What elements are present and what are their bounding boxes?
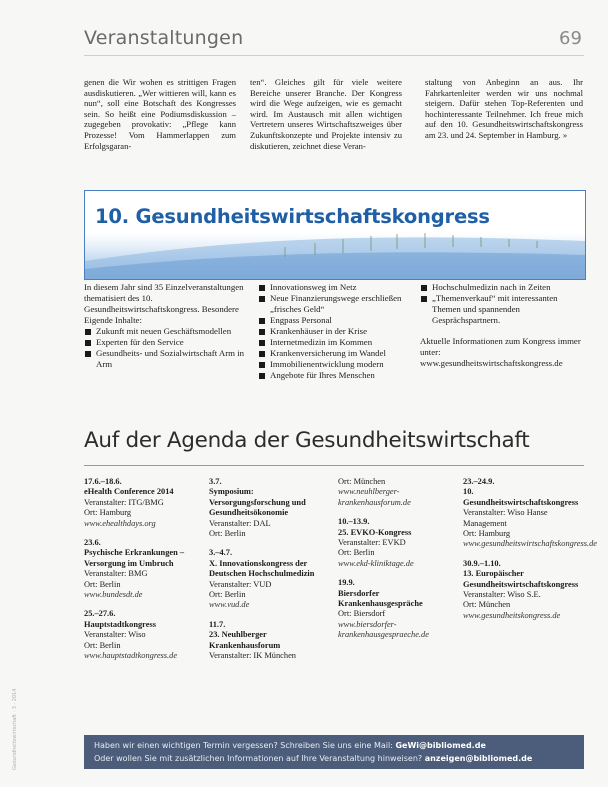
list-item: Angebote für Ihres Menschen <box>258 370 416 381</box>
list-item: Engpass Personal <box>258 315 416 326</box>
agenda-event <box>338 517 462 569</box>
event-detail: Ort: Hamburg <box>84 508 132 518</box>
event-website-link[interactable]: www.vud.de <box>209 600 250 610</box>
article-text-3: staltung von Anbeginn an aus. Ihr Fahrkartenleiter werden wir uns nochmal steigern. Dafür stehen Top-Referenten und hochinteressante Teilnehmer. Ich freue mich auf den 10. Gesundheitswirtschaftskongress am 23. und 24. September in Hamburg. » <box>425 77 583 140</box>
list-item: „Themenverkauf“ mit interessanten Themen und spannenden Gesprächspartnern. <box>420 293 584 326</box>
event-detail: Ort: Berlin <box>338 548 375 558</box>
event-detail: Veranstalter: DAL <box>209 518 271 528</box>
list-item: Neue Finanzierungswege erschließen „frisches Geld“ <box>258 293 416 315</box>
event-date: 3.7. <box>209 477 222 486</box>
event-date: 3.–4.7. <box>209 548 233 558</box>
event-date: 11.7. <box>209 619 226 629</box>
event-title: Symposium: Versorgungsforschung und Gesundheitsökonomie <box>209 487 306 518</box>
article-text-2: ten“. Gleiches gilt für viele weitere Bereiche unserer Branche. Der Kongress wird die Wege aufzeigen, wie es gemacht wird. Im Austausch mit allen wichtigen Vertretern unseres Wirtschaftszweiges über Zukunftskonzepte und Projekte intensiv zu diskutieren, zeichnet diese Veran- <box>250 77 402 151</box>
event-title: 25. EVKO-Kongress <box>338 527 412 537</box>
banner-title: 10. Gesundheitswirtschaftskongress <box>95 205 490 228</box>
event-detail: Veranstalter: Wiso S.E. <box>463 590 541 600</box>
agenda-event <box>84 477 208 529</box>
list-item: Immobilienentwicklung modern <box>258 359 416 370</box>
event-date: 25.–27.6. <box>84 609 116 619</box>
event-detail: Ort: Berlin <box>84 579 121 589</box>
list-item: Krankenversicherung im Wandel <box>258 348 416 359</box>
event-detail: Veranstalter: Wiso Hanse Management <box>463 508 548 528</box>
event-title: Hauptstadtkongress <box>84 619 156 629</box>
event-title: 23. Neuhlberger Krankenhausforum <box>209 630 281 650</box>
event-detail: Ort: Berlin <box>209 590 246 600</box>
event-title: eHealth Conference 2014 <box>84 487 174 497</box>
congress-info-note: Aktuelle Informationen zum Kongress immer unter: www.gesundheitswirtschaftskongress.de <box>420 336 581 368</box>
footer-line-1: Haben wir einen wichtigen Termin vergessen? Schreiben Sie uns eine Mail: GeWi@bibliomed.de <box>94 741 486 750</box>
agenda-title: Auf der Agenda der Gesundheitswirtschaft <box>84 428 530 453</box>
event-website-link[interactable]: www.gesundheitswirtschaftskongress.de <box>463 539 597 549</box>
list-item: Zukunft mit neuen Geschäftsmodellen <box>84 326 252 337</box>
event-website-link[interactable]: www.hauptstadtkongress.de <box>84 651 178 661</box>
event-detail: Veranstalter: IK München <box>209 651 296 661</box>
congress-intro: In diesem Jahr sind 35 Einzelveranstaltungen thematisiert des 10. Gesundheitswirtschaftskongress. Besondere Eigende Inhalte: <box>84 282 244 325</box>
event-detail: Veranstalter: ITG/BMG <box>84 497 164 507</box>
event-website-link[interactable]: www.bundesdt.de <box>84 590 143 600</box>
agenda-event <box>209 620 333 662</box>
event-detail: Ort: Biersdorf <box>338 609 386 619</box>
event-date: 17.6.–18.6. <box>84 477 122 486</box>
event-date: 23.–24.9. <box>463 477 495 486</box>
agenda-column-3 <box>338 477 462 650</box>
topic-list-1 <box>84 326 252 370</box>
event-date: 23.6. <box>84 538 101 548</box>
event-title: Psychische Erkrankungen – Versorgung im Umbruch <box>84 548 185 568</box>
agenda-event <box>209 548 333 610</box>
event-title: X. Innovationskongress der Deutschen Hochschulmedizin <box>209 558 315 579</box>
agenda-event <box>84 538 208 600</box>
article-column-2 <box>250 77 402 151</box>
event-date: 19.9. <box>338 578 355 588</box>
event-detail: Ort: München <box>338 477 386 486</box>
event-date: 10.–13.9. <box>338 517 370 527</box>
agenda-event <box>463 477 597 550</box>
event-detail: Veranstalter: BMG <box>84 569 148 579</box>
side-credit: Gesundheitswirtschaft · 3 · 2014 <box>12 688 18 770</box>
ads-email-link[interactable]: anzeigen@bibliomed.de <box>424 754 533 763</box>
footer-bar <box>84 735 584 769</box>
agenda-column-2 <box>209 477 333 671</box>
event-detail: Ort: Hamburg <box>463 529 511 539</box>
footer-line-2: Oder wollen Sie mit zusätzlichen Informationen auf Ihre Veranstaltung hinweisen? anzeigen@bibliomed.de <box>94 754 533 763</box>
list-item: Experten für den Service <box>84 337 252 348</box>
list-item: Hochschulmedizin nach in Zeiten <box>420 282 584 293</box>
list-item: Internetmedizin im Kommen <box>258 337 416 348</box>
article-column-1 <box>84 77 236 151</box>
article-end-mark: » <box>562 129 568 140</box>
agenda-event <box>338 578 462 640</box>
agenda-event <box>84 609 208 661</box>
event-detail: Ort: Berlin <box>84 640 121 650</box>
congress-info-column-1 <box>84 282 252 370</box>
event-title: Biersdorfer Krankenhausgespräche <box>338 588 423 609</box>
event-detail: Ort: Berlin <box>209 529 246 539</box>
congress-info-column-2 <box>258 282 416 381</box>
article-column-3 <box>425 77 583 141</box>
header-divider <box>84 55 584 56</box>
topic-list-2 <box>258 282 416 381</box>
event-website-link[interactable]: www.ekd-kliniktage.de <box>338 558 414 568</box>
event-detail: Veranstalter: Wiso <box>84 630 146 640</box>
event-date: 30.9.–1.10. <box>463 558 501 568</box>
page-number: 69 <box>559 28 582 49</box>
agenda-event <box>209 477 333 539</box>
agenda-column-1 <box>84 477 208 671</box>
congress-banner <box>84 190 586 280</box>
agenda-event <box>463 559 587 621</box>
section-title: Veranstaltungen <box>84 27 244 49</box>
agenda-column-4 <box>463 477 597 630</box>
congress-info-column-3 <box>420 282 584 369</box>
agenda-divider <box>84 465 584 466</box>
event-website-link[interactable]: www.biersdorfer-krankenhausgespraeche.de <box>338 619 429 640</box>
topic-list-3 <box>420 282 584 326</box>
list-item: Innovationsweg im Netz <box>258 282 416 293</box>
event-detail: Ort: München <box>463 600 511 610</box>
event-website-link[interactable]: www.ehealthdays.org <box>84 518 156 528</box>
list-item: Gesundheits- und Sozialwirtschaft Arm in Arm <box>84 348 252 370</box>
event-detail: Veranstalter: VUD <box>209 579 272 589</box>
agenda-event <box>338 477 462 508</box>
event-detail: Veranstalter: EVKD <box>338 538 406 548</box>
submit-email-link[interactable]: GeWi@bibliomed.de <box>395 741 486 750</box>
event-website-link[interactable]: www.neuhlberger-krankenhausforum.de <box>338 487 411 507</box>
article-text-1: genen die Wir wohen es strittigen Fragen ausdiskutieren. „Wer wittieren will, kann es nun“, soll eine Botschaft des Kongresses sein. So heißt eine Podiumsdiskussion – zugegeben provokativ: „Pflege kann Prozesse! Vom Hammerlappen zum Erfolgsgaran- <box>84 77 236 151</box>
event-website-link[interactable]: www.gesundheitskongress.de <box>463 610 561 620</box>
event-title: 10. Gesundheitswirtschaftskongress <box>463 487 579 507</box>
event-title: 13. Europäischer Gesundheitswirtschaftskongress <box>463 569 579 589</box>
list-item: Krankenhäuser in der Krise <box>258 326 416 337</box>
